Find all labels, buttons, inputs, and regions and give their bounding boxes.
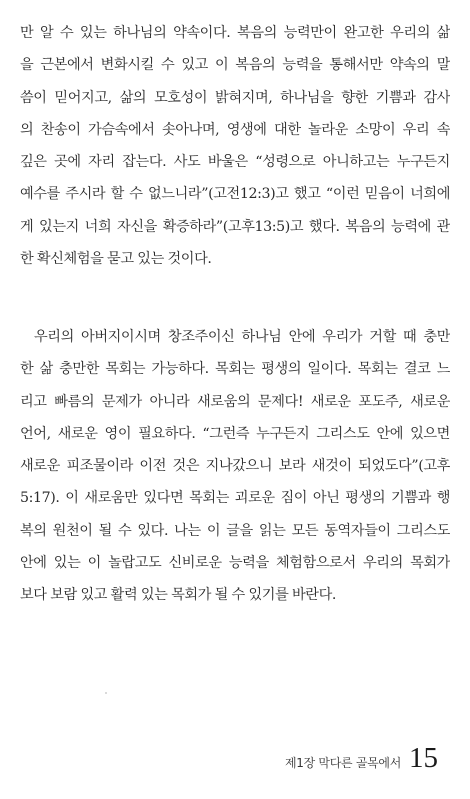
text-line: 씀이 믿어지고, 삶의 모호성이 밝혀지며, 하나님을 향한 기쁨과 감사: [20, 89, 450, 106]
text-line: 우리의 아버지이시며 창조주이신 하나님 안에 우리가 거할 때 충만: [34, 329, 450, 345]
text-line: 만 알 수 있는 하나님의 약속이다. 복음의 능력만이 완고한 우리의 삶: [20, 25, 450, 41]
text-line: 복의 원천이 될 수 있다. 나는 이 글을 읽는 모든 동역자들이 그리스도: [20, 522, 450, 539]
text-line: 한 삶 충만한 목회는 가능하다. 목회는 평생의 일이다. 목회는 결코 느: [20, 361, 450, 378]
text-line: 보다 보람 있고 활력 있는 목회가 될 수 있기를 바란다.: [20, 587, 337, 604]
text-line: 리고 빠름의 문제가 아니라 새로움의 문제다! 새로운 포도주, 새로운: [20, 393, 450, 410]
paper-speck: [105, 692, 107, 694]
text-line: 5:17). 이 새로움만 있다면 목회는 괴로운 짐이 아닌 평생의 기쁨과 행: [20, 490, 450, 507]
text-line: 언어, 새로운 영이 필요하다. “그런즉 누구든지 그리스도 안에 있으면: [20, 425, 450, 442]
page-number: 15: [409, 742, 438, 774]
text-line: 한 확신체험을 묻고 있는 것이다.: [20, 251, 212, 268]
paragraph-2: [20, 321, 450, 612]
text-line: 깊은 곳에 자리 잡는다. 사도 바울은 “성령으로 아니하고는 누구든지: [20, 154, 450, 171]
text-line: 게 있는지 너희 자신을 확증하라”(고후13:5)고 했다. 복음의 능력에 관: [20, 218, 450, 235]
text-line: 안에 있는 이 놀랍고도 신비로운 능력을 체험함으로서 우리의 목회가: [20, 555, 450, 572]
text-line: 의 찬송이 가슴속에서 솟아나며, 영생에 대한 놀라운 소망이 우리 속: [20, 121, 450, 138]
page-footer: [285, 744, 438, 773]
text-line: 새로운 피조물이라 이전 것은 지나갔으니 보라 새것이 되었도다”(고후: [20, 458, 450, 475]
chapter-title: 제1장 막다른 골목에서: [285, 756, 401, 770]
text-line: 예수를 주시라 할 수 없느니라”(고전12:3)고 했고 “이런 믿음이 너희에: [20, 186, 450, 203]
text-line: 을 근본에서 변화시킬 수 있고 이 복음의 능력을 통해서만 약속의 말: [20, 57, 450, 74]
paragraph-1: [20, 17, 450, 275]
